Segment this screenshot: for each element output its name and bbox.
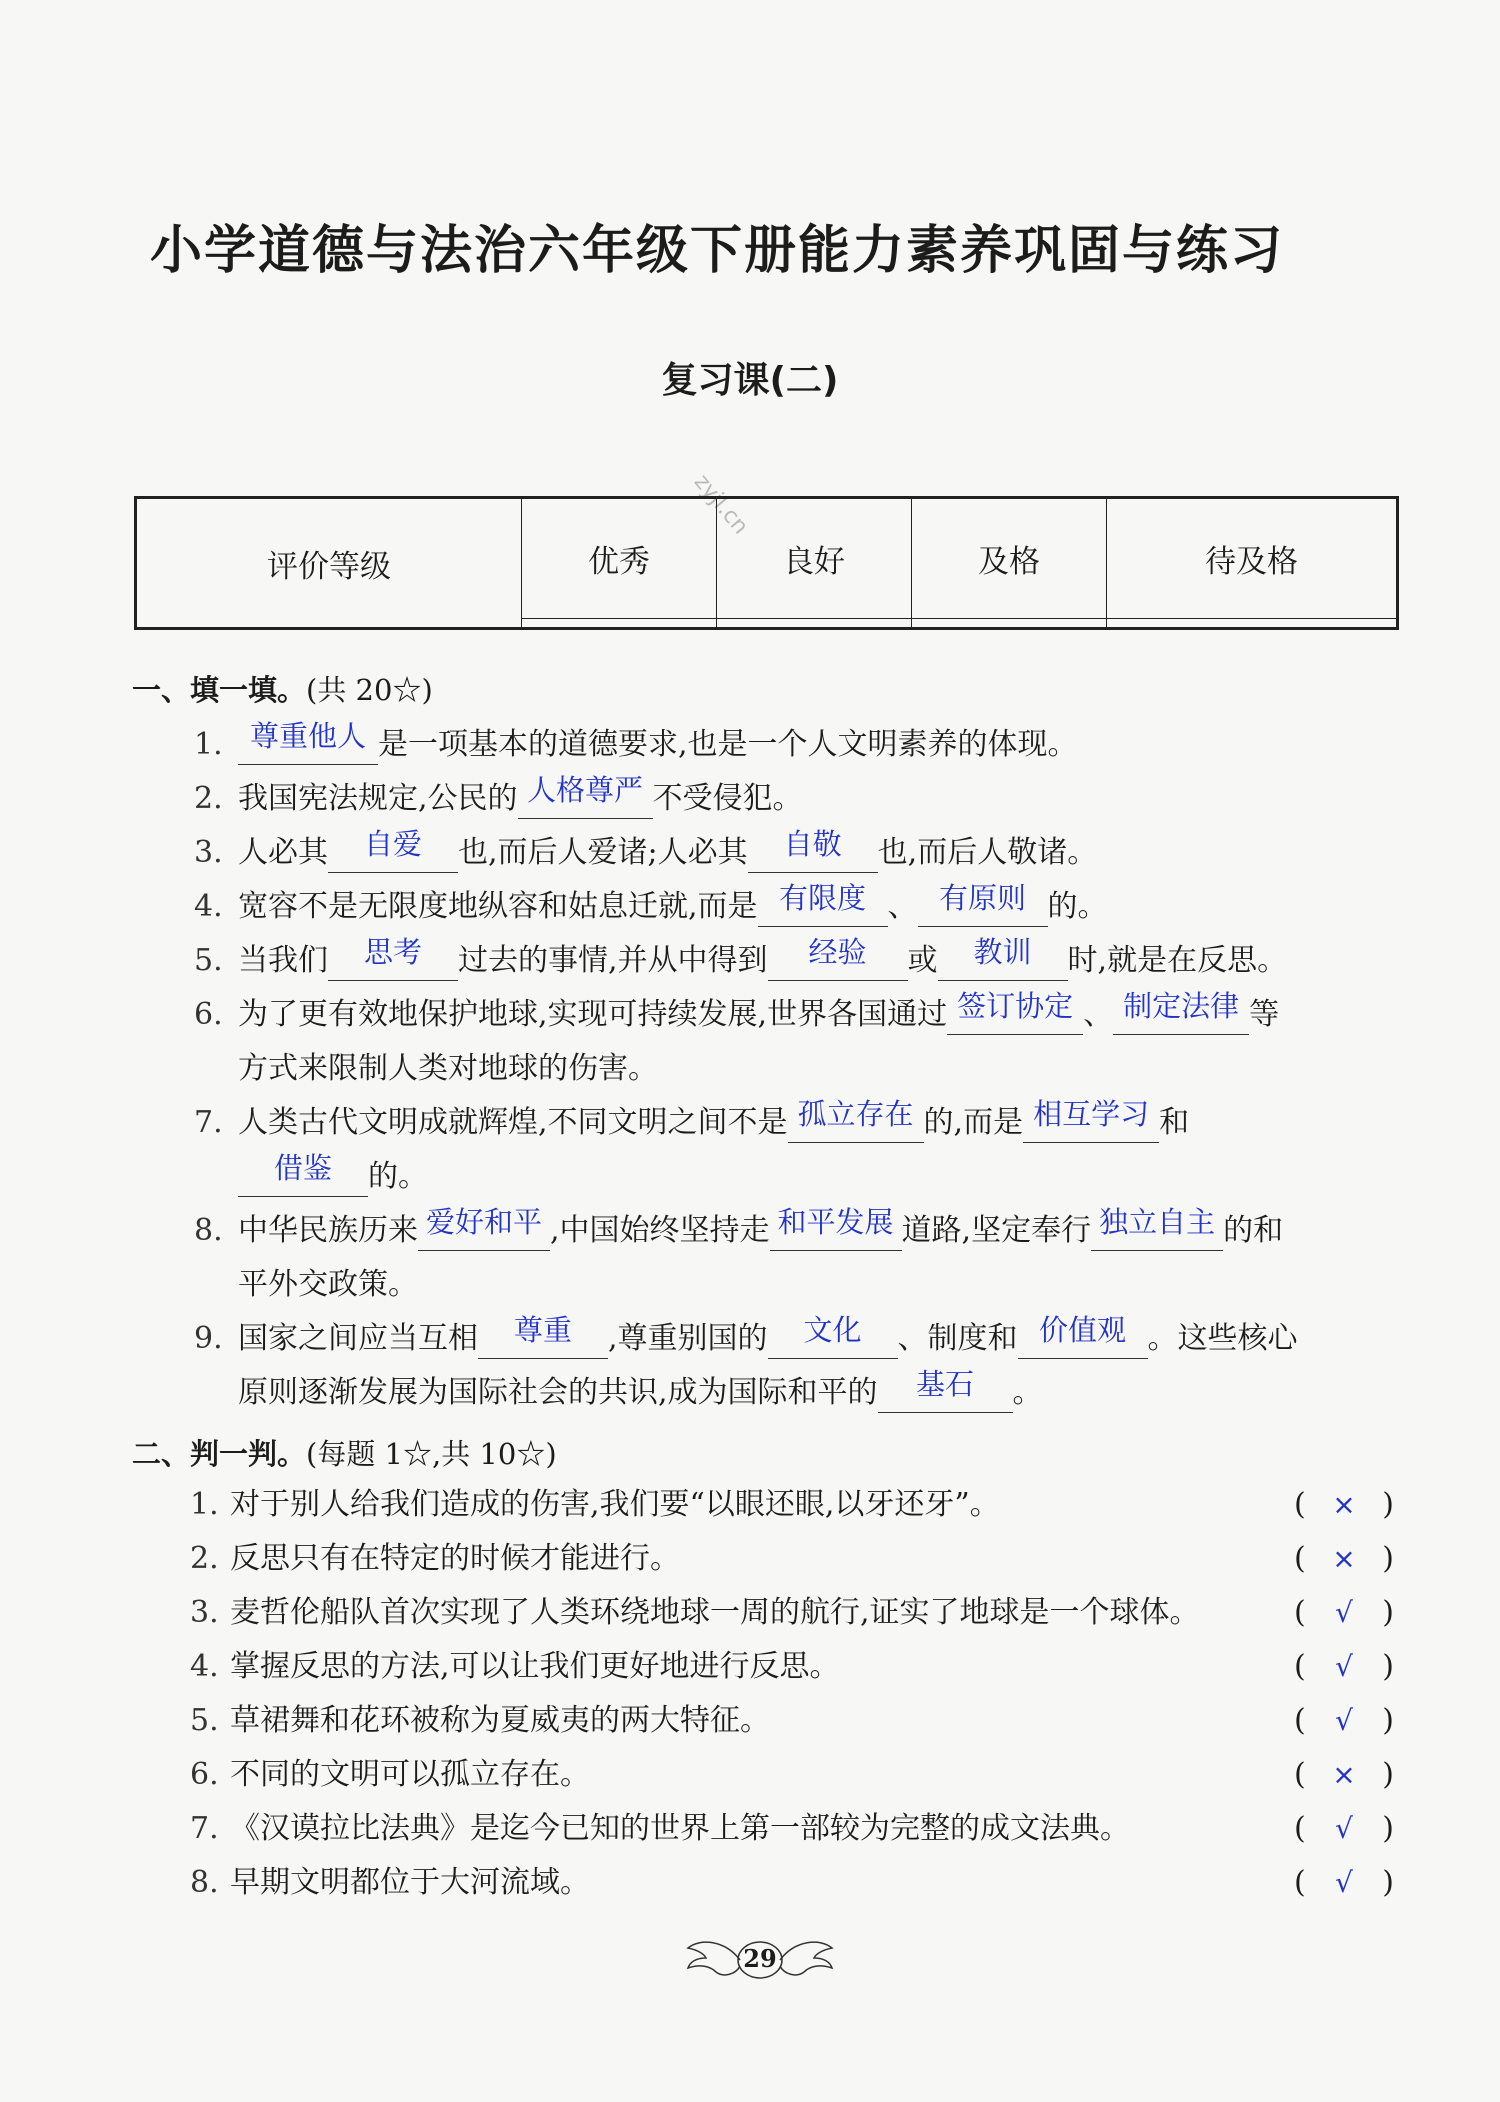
answer-blank[interactable]: 爱好和平 [418, 1210, 550, 1251]
level-good: 良好 [717, 498, 912, 619]
answer-blank[interactable]: 基石 [878, 1372, 1013, 1413]
judge-item: 8. 早期文明都位于大河流域。 ( √ ) [190, 1856, 1390, 1910]
answer-blank[interactable]: 尊重 [478, 1318, 608, 1359]
answer-parentheses[interactable]: ( √ ) [1294, 1802, 1394, 1856]
section-judge-heading: 二、判一判。(每题 1☆,共 10☆) [132, 1437, 557, 1471]
answer-blank[interactable]: 思考 [328, 940, 458, 981]
answer-blank[interactable]: 独立自主 [1091, 1210, 1223, 1251]
fill-item-continued: 借鉴 的。 [238, 1150, 1398, 1204]
answer-blank[interactable]: 有原则 [918, 886, 1048, 927]
cross-mark: × [1332, 1488, 1356, 1521]
grade-cell[interactable] [522, 619, 717, 629]
judge-item: 6. 不同的文明可以孤立存在。 ( × ) [190, 1748, 1390, 1802]
watermark: zyjl.cn [688, 469, 753, 540]
answer-blank[interactable]: 教训 [938, 940, 1068, 981]
answer-blank[interactable]: 相互学习 [1023, 1102, 1159, 1143]
evaluation-row-label: 评价等级 [136, 498, 522, 629]
answer-blank[interactable]: 经验 [768, 940, 908, 981]
answer-parentheses[interactable]: ( √ ) [1294, 1586, 1394, 1640]
section-fill-heading: 一、填一填。(共 20☆) [132, 673, 433, 707]
fill-item-continued: 平外交政策。 [238, 1267, 418, 1302]
answer-blank[interactable]: 尊重他人 [238, 724, 378, 765]
answer-parentheses[interactable]: ( × ) [1294, 1748, 1394, 1802]
section-judge-note: (每题 1☆,共 10☆) [306, 1437, 557, 1471]
answer-parentheses[interactable]: ( × ) [1294, 1478, 1394, 1532]
answer-blank[interactable]: 孤立存在 [788, 1102, 924, 1143]
answer-parentheses[interactable]: ( √ ) [1294, 1856, 1394, 1910]
fill-item: 1. 尊重他人 是一项基本的道德要求,也是一个人文明素养的体现。 [238, 718, 1398, 772]
fill-item: 9. 国家之间应当互相 尊重 ,尊重别国的 文化 、制度和 价值观 。这些核心 [238, 1312, 1398, 1366]
answer-blank[interactable]: 制定法律 [1113, 994, 1249, 1035]
judge-item: 2. 反思只有在特定的时候才能进行。 ( × ) [190, 1532, 1390, 1586]
level-needs-improvement: 待及格 [1107, 498, 1398, 619]
answer-parentheses[interactable]: ( √ ) [1294, 1640, 1394, 1694]
answer-blank[interactable]: 借鉴 [238, 1156, 368, 1197]
check-mark: √ [1335, 1650, 1353, 1683]
fill-item-continued: 原则逐渐发展为国际社会的共识,成为国际和平的 基石 。 [238, 1366, 1398, 1420]
fill-item: 4. 宽容不是无限度地纵容和姑息迁就,而是 有限度 、 有原则 的。 [238, 880, 1398, 934]
evaluation-table [134, 496, 1399, 630]
cross-mark: × [1332, 1542, 1356, 1575]
answer-blank[interactable]: 自爱 [328, 832, 458, 873]
fill-item: 8. 中华民族历来 爱好和平 ,中国始终坚持走 和平发展 道路,坚定奉行 独立自主 的和 [238, 1204, 1398, 1258]
check-mark: √ [1335, 1866, 1353, 1899]
page-title: 小学道德与法治六年级下册能力素养巩固与练习 [150, 220, 1285, 281]
section-fill-note: (共 20☆) [306, 673, 433, 707]
answer-parentheses[interactable]: ( × ) [1294, 1532, 1394, 1586]
fill-item: 7. 人类古代文明成就辉煌,不同文明之间不是 孤立存在 的,而是 相互学习 和 [238, 1096, 1398, 1150]
fill-item: 2. 我国宪法规定,公民的 人格尊严 不受侵犯。 [238, 772, 1398, 826]
level-pass: 及格 [912, 498, 1107, 619]
answer-blank[interactable]: 自敬 [748, 832, 878, 873]
answer-blank[interactable]: 人格尊严 [518, 778, 653, 819]
check-mark: √ [1335, 1812, 1353, 1845]
judge-item: 3. 麦哲伦船队首次实现了人类环绕地球一周的航行,证实了地球是一个球体。 ( √ ) [190, 1586, 1390, 1640]
judge-item: 5. 草裙舞和花环被称为夏威夷的两大特征。 ( √ ) [190, 1694, 1390, 1748]
cross-mark: × [1332, 1758, 1356, 1791]
grade-cell[interactable] [717, 619, 912, 629]
judge-item: 1. 对于别人给我们造成的伤害,我们要“以眼还眼,以牙还牙”。 ( × ) [190, 1478, 1390, 1532]
lesson-subtitle: 复习课(二) [661, 360, 839, 401]
fill-item: 5. 当我们 思考 过去的事情,并从中得到 经验 或 教训 时,就是在反思。 [238, 934, 1398, 988]
answer-blank[interactable]: 和平发展 [770, 1210, 902, 1251]
judge-item: 4. 掌握反思的方法,可以让我们更好地进行反思。 ( √ ) [190, 1640, 1390, 1694]
answer-parentheses[interactable]: ( √ ) [1294, 1694, 1394, 1748]
answer-blank[interactable]: 文化 [768, 1318, 898, 1359]
fill-item-continued: 方式来限制人类对地球的伤害。 [238, 1051, 658, 1086]
fill-item: 3. 人必其 自爱 也,而后人爱诸;人必其 自敬 也,而后人敬诸。 [238, 826, 1398, 880]
fill-item: 6. 为了更有效地保护地球,实现可持续发展,世界各国通过 签订协定 、 制定法律 等 [238, 988, 1398, 1042]
judge-item: 7. 《汉谟拉比法典》是迄今已知的世界上第一部较为完整的成文法典。 ( √ ) [190, 1802, 1390, 1856]
page-number: 29 [743, 1944, 777, 1973]
level-excellent: 优秀 [522, 498, 717, 619]
answer-blank[interactable]: 价值观 [1018, 1318, 1148, 1359]
check-mark: √ [1335, 1596, 1353, 1629]
check-mark: √ [1335, 1704, 1353, 1737]
grade-cell[interactable] [912, 619, 1107, 629]
answer-blank[interactable]: 签订协定 [947, 994, 1083, 1035]
answer-blank[interactable]: 有限度 [758, 886, 888, 927]
page-number-ornament [680, 1930, 840, 1990]
grade-cell[interactable] [1107, 619, 1398, 629]
